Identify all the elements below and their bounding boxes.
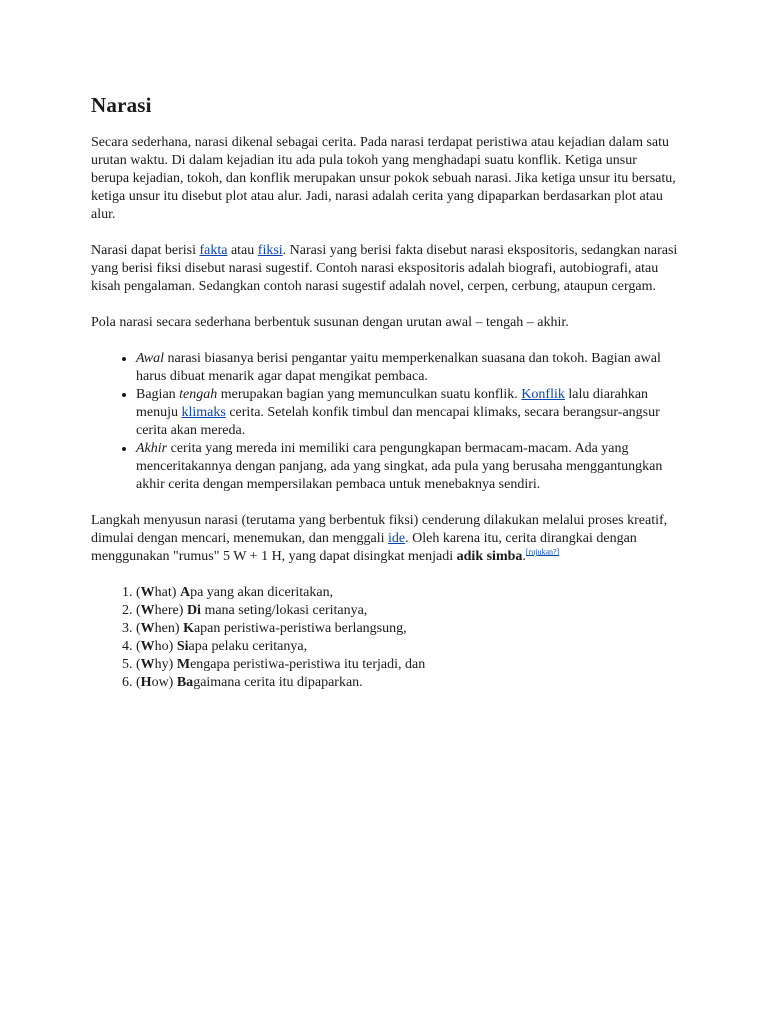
text-span: ( (136, 603, 141, 618)
list-item-tengah (136, 386, 678, 440)
bold-letter: W (140, 603, 155, 618)
text-span: pa yang akan diceritakan, (190, 585, 334, 600)
page-title: Narasi (91, 93, 152, 117)
link-konflik[interactable]: Konflik (521, 387, 565, 402)
text-span: apa pelaku ceritanya, (188, 639, 308, 654)
text-span: ( (136, 585, 141, 600)
citation-needed (526, 547, 559, 556)
text-span: hen) (154, 621, 184, 636)
text-span: mana seting/lokasi ceritanya, (200, 603, 368, 618)
list-item (136, 602, 678, 620)
bold-letter: W (140, 639, 155, 654)
bold-letter: M (176, 657, 191, 672)
text-span: hat) (154, 585, 180, 600)
text-span: merupakan bagian yang memunculkan suatu konflik. (217, 387, 522, 402)
text-span: engapa peristiwa-peristiwa itu terjadi, dan (190, 657, 426, 672)
link-ide[interactable]: ide (388, 531, 406, 546)
text-span: ( (136, 657, 141, 672)
list-item (136, 638, 678, 656)
text-span: ow) (151, 675, 177, 690)
list-item (136, 584, 678, 602)
list-item-awal (136, 350, 678, 386)
steps-list (91, 584, 678, 692)
text-span: apan peristiwa-peristiwa berlangsung, (193, 621, 407, 636)
text-span: hy) (154, 657, 177, 672)
text-span: ho) (154, 639, 177, 654)
bold-letter: A (179, 585, 191, 600)
text-span: gaimana cerita itu dipaparkan. (193, 675, 363, 690)
text-span: . Oleh karena itu, cerita dirangkai dengan menggunakan "rumus" 5 W + 1 H, yang dapat disingkat menjadi (91, 531, 637, 564)
text-span: cerita yang mereda ini memiliki cara pengungkapan bermacam-macam. Ada yang menceritakannya dengan panjang, ada yang singkat, ada pula yang berusaha menggantungkan akhir cerita dengan mempersilakan pembaca untuk menebaknya sendiri. (136, 441, 663, 492)
bold-letter: W (140, 657, 155, 672)
text-span: Narasi dapat berisi (91, 243, 200, 258)
text-span: lalu diarahkan menuju (136, 387, 649, 420)
link-fakta[interactable]: fakta (199, 243, 228, 258)
bold-letter: W (140, 621, 155, 636)
list-item (136, 656, 678, 674)
paragraph-pattern: Pola narasi secara sederhana berbentuk susunan dengan urutan awal – tengah – akhir. (91, 315, 569, 330)
list-item (136, 620, 678, 638)
list-item-akhir (136, 440, 678, 494)
paragraph-steps-intro (91, 512, 678, 566)
text-span: . (522, 549, 526, 564)
text-span: narasi biasanya berisi pengantar yaitu memperkenalkan suasana dan tokoh. Bagian awal harus dibuat menarik agar dapat mengikat pembaca. (136, 351, 661, 384)
bold-letter: Si (176, 639, 189, 654)
text-span: Bagian (136, 387, 180, 402)
text-span: atau (227, 243, 258, 258)
term-tengah: tengah (179, 387, 218, 402)
link-klimaks[interactable]: klimaks (181, 405, 226, 420)
bold-letter: K (183, 621, 194, 636)
text-span: ( (136, 675, 141, 690)
text-span: ( (136, 639, 141, 654)
text-span: here) (154, 603, 187, 618)
citation-link[interactable]: [rujukan?] (525, 547, 560, 557)
text-span: cerita. Setelah konfik timbul dan mencapai klimaks, secara berangsur-angsur cerita akan mereda. (136, 405, 660, 438)
text-span: ( (136, 621, 141, 636)
bold-letter: H (140, 675, 152, 690)
term-awal: Awal (136, 351, 165, 366)
bold-letter: Ba (176, 675, 194, 690)
bold-term: adik simba (456, 549, 523, 564)
paragraph-intro: Secara sederhana, narasi dikenal sebagai cerita. Pada narasi terdapat peristiwa atau kejadian dalam satu urutan waktu. Di dalam kejadian itu ada pula tokoh yang menghadapi suatu konflik. Ketiga unsur berupa kejadian, tokoh, dan konflik merupakan unsur pokok sebuah narasi. Jika ketiga unsur itu bersatu, ketiga unsur itu disebut plot atau alur. Jadi, narasi adalah cerita yang dipaparkan berdasarkan plot atau alur. (91, 135, 676, 222)
list-item (136, 674, 678, 692)
link-fiksi[interactable]: fiksi (257, 243, 283, 258)
bold-letter: Di (186, 603, 201, 618)
paragraph-content-types (91, 242, 678, 296)
term-akhir: Akhir (136, 441, 168, 456)
pattern-list (91, 350, 678, 494)
text-span: Langkah menyusun narasi (terutama yang berbentuk fiksi) cenderung dilakukan melalui proses kreatif, dimulai dengan mencari, menemukan, dan menggali (91, 513, 668, 546)
text-span: . Narasi yang berisi fakta disebut narasi ekspositoris, sedangkan narasi yang berisi fiksi disebut narasi sugestif. Contoh narasi ekspositoris adalah biografi, autobiografi, atau kisah pengalaman. Sedangkan contoh narasi sugestif adalah novel, cerpen, cerbung, ataupun cergam. (91, 243, 678, 294)
bold-letter: W (140, 585, 155, 600)
